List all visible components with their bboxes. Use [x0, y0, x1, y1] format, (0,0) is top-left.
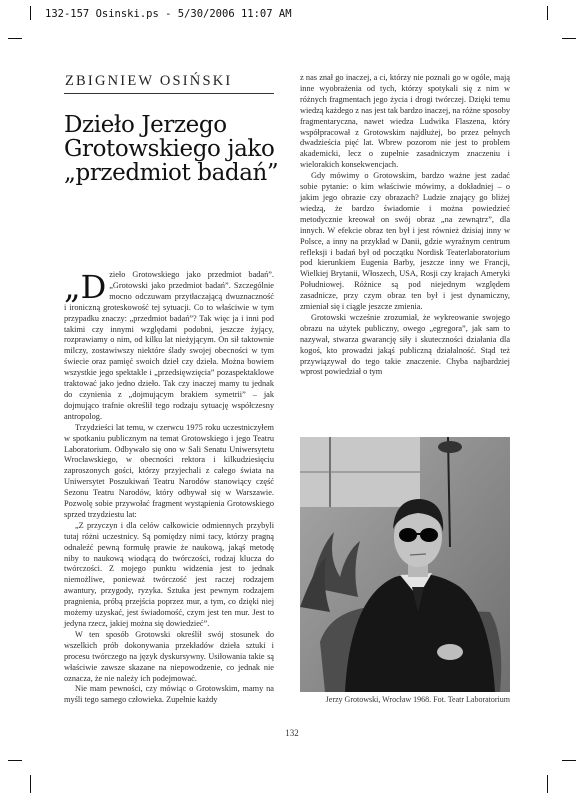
paragraph-text: zieło Grotowskiego jako przedmiot badań”. „Grotowski jako przedmiot badań”. Szczególnie mocno odczuwam przytłaczającą dwuznaczność i ironiczną groteskowość tej sytuacji. Co to właściwie w tym przypadku znaczy: „przedmiot badań”? Tak więc ja i inni pod takimi czy innymi względami podobni, jeszcze żyjący, rozprawiamy o nim, od kilku lat nieżyjącym. On sił taktownie milczy, zostawiwszy niektóre ślady swojej obecności w tym świecie oraz pamięć swoich dzieł czy dzieła. Można bowiem wszystkie jego spektakle i „przedsięwzięcia” pozaspektaklowe traktować jako jedno dzieło. Tak czy inaczej mamy tu jednak do czynienia z „dojmującym brakiem symetrii” – jak dojmująco trafnie określił tego rodzaju sytuację współczesny antropolog. [64, 270, 274, 421]
paragraph: Trzydzieści lat temu, w czerwcu 1975 roku uczestniczyłem w spotkaniu publicznym na temat Grotowskiego i jego Teatru Laboratorium. Odbywało się ono w Sali Senatu Uniwersytetu Wrocławskiego, w obecności rektora i kilkudziesięciu zaproszonych gości, którzy przyjechali z całego świata na Uniwersytet Poszukiwań Teatru Narodów stanowiący część Sezonu Teatru Narodów, który odbywał się w Warszawie. Pozwolę sobie przywołać fragment wystąpienia Grotowskiego sprzed trzydziestu lat: [64, 422, 274, 519]
author-name: ZBIGNIEW OSIŃSKI [65, 73, 233, 89]
crop-mark [547, 6, 548, 20]
paragraph: z nas znał go inaczej, a ci, którzy nie poznali go w ogóle, mają inne wyobrażenia od tych, którzy spotykali się z nim w różnych fragmentach jego życia i drogi twórczej. Dzięki temu wiedzą każdego z nas jest tak bardzo inaczej, na różne sposoby fragmentaryczna, nawet wiedza Ludwika Flaszena, który współpracował z Grotowskim najdłużej, bo przez pełnych dwadzieścia pięć lat. Wbrew pozorom nie jest to problem akademicki, lecz o zupełnie zasadniczym znaczeniu i wielorakich konsekwencjach. [300, 73, 510, 170]
paragraph: Nie mam pewności, czy mówiąc o Grotowskim, mamy na myśli tego samego człowieka. Zupełnie każdy [64, 684, 274, 705]
crop-mark [562, 38, 576, 39]
portrait-illustration [300, 437, 510, 692]
crop-mark [8, 38, 22, 39]
paragraph: „Z przyczyn i dla celów całkowicie odmiennych przybyli tutaj różni uczestnicy. Są pomiędzy nimi tacy, którzy pragną odnaleźć pewną formułę prawie że naukową, jakąś metodę niby to naukową wiodącą do twórczości, rodzaj klucza do twórczości. Z mojego punktu widzenia jest to jednak niemożliwe, ponieważ twórczość jest raczej rodzajem awantury, przygody, ryzyka. Sztuka jest pewnym rodzajem pragnienia, próbą przejścia poprzez mur, a tym, co dzięki niej możemy uzyskać, jest świadomość, czym jest ten mur. Jest to jedyna rzecz, jakiej można się dowiedzieć”. [64, 520, 274, 628]
title-line: Dzieło Jerzego [64, 112, 227, 138]
crop-mark [562, 760, 576, 761]
article-title [64, 112, 279, 186]
paragraph: W ten sposób Grotowski określił swój stosunek do wszelkich prób dokonywania przekładów dzieła sztuki i procesu twórczego na język dyskursywny. Usiłowania takie są właściwie zawsze skazane na niepowodzenie, co jednak nie oznacza, że nie należy ich podejmować. [64, 629, 274, 683]
crop-mark [547, 775, 548, 793]
crop-mark [30, 775, 31, 793]
photo-caption: Jerzy Grotowski, Wrocław 1968. Fot. Teatr Laboratorium [325, 695, 510, 704]
crop-mark [30, 6, 31, 20]
page-number: 132 [285, 728, 299, 738]
crop-mark [8, 760, 22, 761]
drop-cap: „D [64, 268, 107, 306]
paragraph [64, 270, 274, 423]
title-line: Grotowskiego jako [64, 136, 275, 162]
paragraph: Gdy mówimy o Grotowskim, bardzo ważne jest zadać sobie pytanie: o kim właściwie mówimy, a dokładniej – o jakim jego obrazie czy obrazach? Ludzie znający go bliżej wiedzą, że bardzo świadomie i można powiedzieć metodycznie kreował on swój obraz „na zewnątrz”, dla innych. W efekcie obraz ten był i jest również dzisiaj inny w Polsce, a inny na przykład w Danii, gdzie wyraźnym centrum refleksji i badań był od początku Nordisk Teaterlaboratorium pod kierunkiem Eugenia Barby, jeszcze inny we Francji, Wielkiej Brytanii, Włoszech, USA, Rosji czy krajach Ameryki Południowej. Różnice są pod niejednym względem zasadnicze, przy czym obraz ten był i jest dynamiczny, zmieniał się i ciągle jeszcze zmienia. [300, 171, 510, 312]
title-rule [64, 93, 274, 94]
print-header: 132-157 Osinski.ps - 5/30/2006 11:07 AM [45, 8, 292, 20]
title-line: „przedmiot badań” [64, 160, 279, 186]
portrait-photo [300, 437, 510, 692]
left-column [64, 270, 274, 706]
right-column [300, 73, 510, 378]
paragraph: Grotowski wcześnie zrozumiał, że wykreowanie swojego obrazu na użytek publiczny, owego „egregora”, jak sam to nazywał, stwarza gwarancję siły i skuteczności działania dla kogoś, kto prowadzi jakąś publiczną działalność. Stąd też przywiązywał do tego takie znaczenie. Chyba najbardziej wprost powiedział o tym [300, 312, 510, 377]
